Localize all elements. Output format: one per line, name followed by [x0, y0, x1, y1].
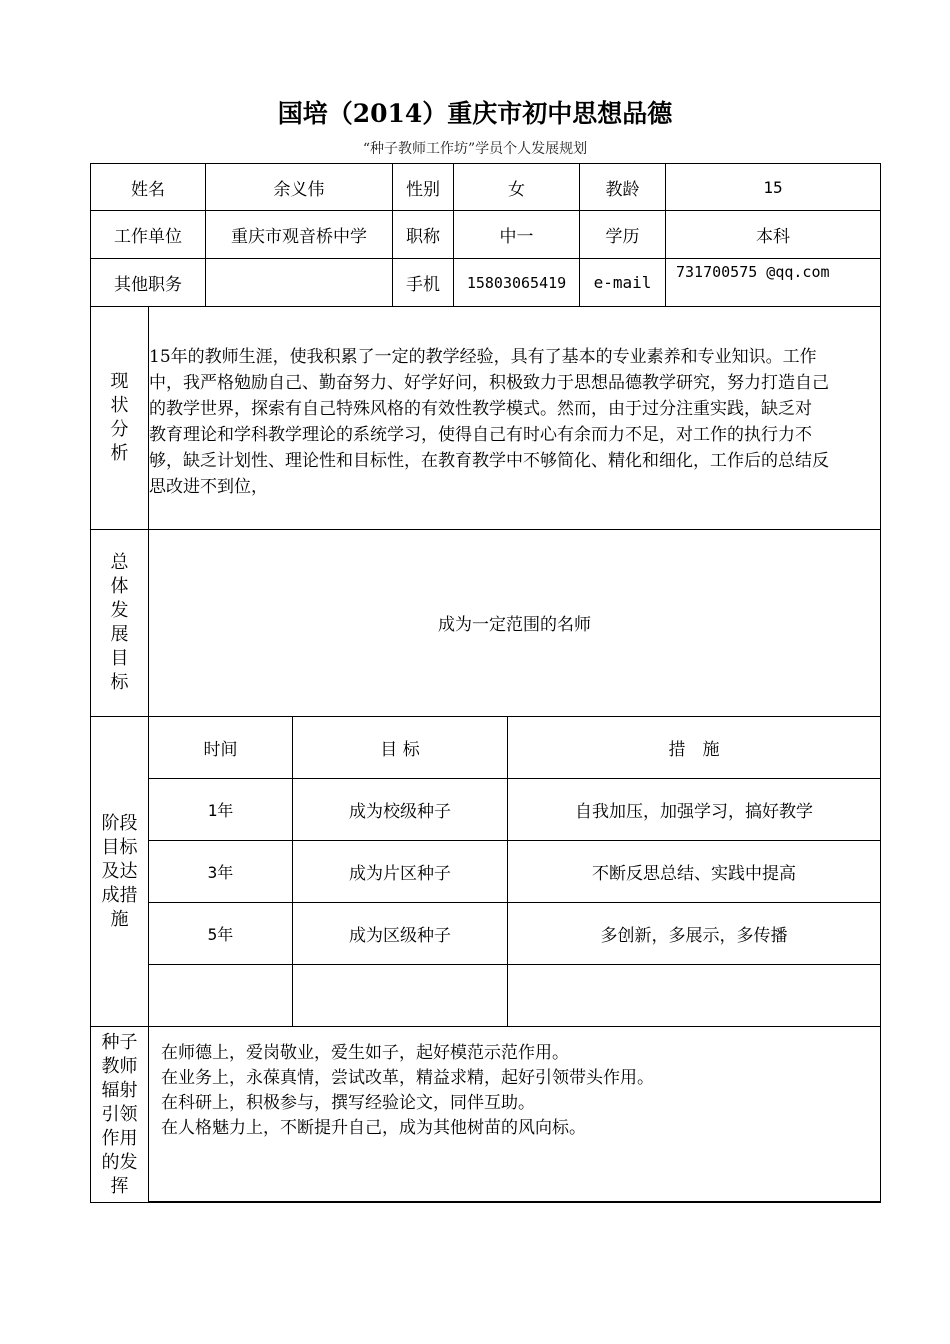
label-char: 分	[110, 419, 129, 440]
analysis-line: 15年的教师生涯，使我积累了一定的教学经验，具有了基本的专业素养和专业知识。工作	[149, 347, 817, 367]
stage-row-time: 1年	[148, 778, 293, 841]
phone-value: 15803065419	[453, 258, 580, 307]
label-char: 种子	[101, 1031, 138, 1053]
workplace-label: 工作单位	[90, 210, 206, 259]
label-char: 及达	[101, 860, 138, 882]
stage-header-time: 时间	[148, 716, 293, 779]
email-value: 731700575 @qq.com	[665, 258, 881, 307]
stage-row-time	[148, 964, 293, 1027]
stage-header-goal: 目 标	[292, 716, 508, 779]
stage-row-goal: 成为片区种子	[292, 840, 508, 903]
analysis-line: 的教学世界，探索有自己特殊风格的有效性教学模式。然而，由于过分注重实践，缺乏对	[149, 399, 812, 419]
label-char: 展	[110, 624, 129, 645]
radiation-label	[90, 1026, 149, 1203]
label-char: 目标	[101, 836, 138, 858]
stage-row-goal: 成为校级种子	[292, 778, 508, 841]
name-label: 姓名	[90, 163, 206, 211]
label-char: 成措	[101, 884, 138, 906]
status-analysis-label	[90, 306, 149, 530]
label-char: 教师	[101, 1055, 138, 1077]
label-char: 的发	[101, 1151, 138, 1173]
label-char: 总	[110, 552, 129, 573]
page-title: 国培（2014）重庆市初中思想品德	[277, 99, 673, 128]
education-value: 本科	[665, 210, 881, 259]
page-subtitle: “种子教师工作坊”学员个人发展规划	[362, 141, 588, 157]
stage-row-time: 3年	[148, 840, 293, 903]
analysis-line: 够，缺乏计划性、理论性和目标性，在教育教学中不够简化、精化和细化，工作后的总结反	[149, 451, 829, 471]
title-label: 职称	[392, 210, 454, 259]
gender-value: 女	[453, 163, 580, 211]
teaching-years-label: 教龄	[579, 163, 666, 211]
radiation-line: 在人格魅力上，不断提升自己，成为其他树苗的风向标。	[161, 1118, 586, 1138]
overall-goal-text: 成为一定范围的名师	[148, 529, 881, 717]
email-label: e-mail	[579, 258, 666, 307]
label-char: 辐射	[101, 1079, 138, 1101]
label-char: 作用	[101, 1127, 138, 1149]
label-char: 现	[110, 371, 129, 392]
radiation-line: 在师德上，爱岗敬业，爱生如子，起好模范示范作用。	[161, 1043, 569, 1063]
other-duties-label: 其他职务	[90, 258, 206, 307]
radiation-line: 在业务上，永葆真情，尝试改革，精益求精，起好引领带头作用。	[161, 1068, 654, 1088]
status-analysis-text	[148, 306, 881, 530]
label-char: 挥	[110, 1175, 129, 1197]
stage-row-measure: 不断反思总结、实践中提高	[507, 840, 881, 903]
stage-row-measure: 多创新，多展示，多传播	[507, 902, 881, 965]
teaching-years-value: 15	[665, 163, 881, 211]
analysis-line: 中，我严格勉励自己、勤奋努力、好学好问，积极致力于思想品德教学研究，努力打造自己	[149, 373, 829, 393]
name-value: 余义伟	[205, 163, 393, 211]
radiation-text	[148, 1026, 881, 1203]
label-char: 状	[110, 395, 129, 416]
education-label: 学历	[579, 210, 666, 259]
stage-row-goal	[292, 964, 508, 1027]
workplace-value: 重庆市观音桥中学	[205, 210, 393, 259]
stage-row-measure: 自我加压，加强学习，搞好教学	[507, 778, 881, 841]
stage-goals-label	[90, 716, 149, 1027]
title-value: 中一	[453, 210, 580, 259]
label-char: 标	[110, 672, 129, 693]
label-char: 引领	[101, 1103, 138, 1125]
stage-row-time: 5年	[148, 902, 293, 965]
radiation-line: 在科研上，积极参与，撰写经验论文，同伴互助。	[161, 1093, 535, 1113]
analysis-line: 思改进不到位，	[149, 477, 268, 497]
stage-header-measure: 措 施	[507, 716, 881, 779]
analysis-line: 教育理论和学科教学理论的系统学习，使得自己有时心有余而力不足，对工作的执行力不	[149, 425, 812, 445]
stage-row-measure	[507, 964, 881, 1027]
label-char: 析	[110, 443, 129, 464]
label-char: 目	[110, 648, 129, 669]
label-char: 发	[110, 600, 129, 621]
label-char: 体	[110, 576, 129, 597]
overall-goal-label	[90, 529, 149, 717]
label-char: 阶段	[101, 812, 138, 834]
other-duties-value	[205, 258, 393, 307]
phone-label: 手机	[392, 258, 454, 307]
gender-label: 性别	[392, 163, 454, 211]
stage-row-goal: 成为区级种子	[292, 902, 508, 965]
label-char: 施	[110, 908, 129, 930]
